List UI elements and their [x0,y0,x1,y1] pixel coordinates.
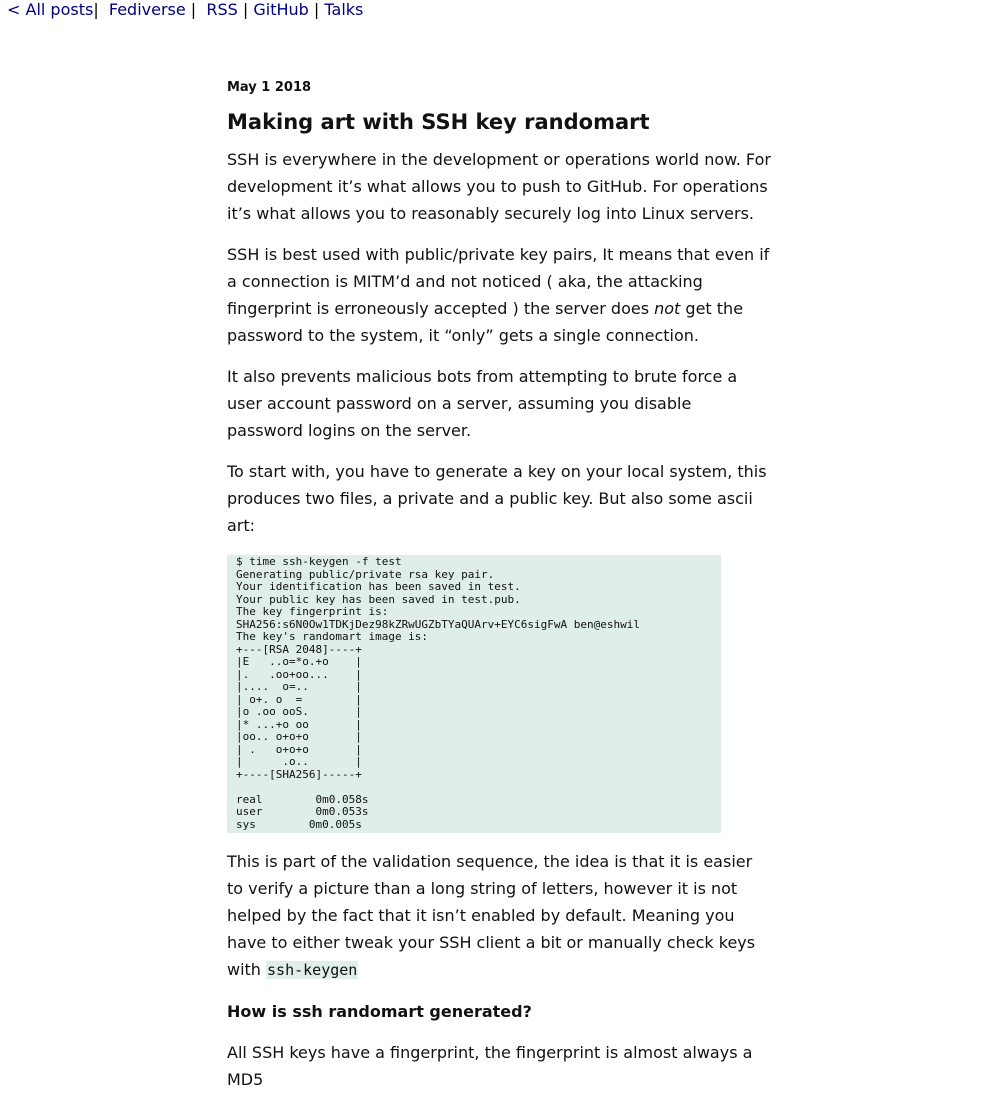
paragraph-intro: SSH is everywhere in the development or operations world now. For development it’s what allows you to push to GitHub. For operations it’s what allows you to reasonably securely log into Linux servers. [227,150,771,223]
post-title: Making art with SSH key randomart [227,110,650,134]
paragraph-validation [227,848,772,984]
github-link[interactable]: GitHub [253,0,309,19]
nav-separator: | [93,0,109,19]
paragraph-text: SSH is best used with public/private key pairs, It means that even if a connection is MITM’d and not noticed ( aka, the attacking fingerprint is erroneously accepted ) the server does [227,245,770,318]
section-heading-generated: How is ssh randomart generated? [227,1002,532,1021]
code-block-ssh-keygen: $ time ssh-keygen -f test Generating public/private rsa key pair. Your identification has been saved in test. Your public key has been saved in test.pub. The key fingerprint is: SHA256:s6N0Ow1TDKjDez98kZRwUGZbTYaQUArv+EYC6sigFwA ben@eshwil The key's randomart image is: +---[RSA 2048]----+ |E ..o=*o.+o | |. .oo+oo... | |.... o=.. | | o+. o = | |o .oo ooS. | |* ...+o oo | |oo.. o+o+o | | . o+o+o | | .o.. | +----[SHA256]-----+ real 0m0.058s user 0m0.053s sys 0m0.005s [227,555,721,833]
paragraph-generate-key: To start with, you have to generate a key on your local system, this produces two files, a private and a public key. But also some ascii art: [227,462,767,535]
paragraph-brute-force: It also prevents malicious bots from attempting to brute force a user account password on a server, assuming you disable password logins on the server. [227,367,738,440]
paragraph-text: This is part of the validation sequence, the idea is that it is easier to verify a picture than a long string of letters, however it is not helped by the fact that it isn’t enabled by default. Meaning you have to either tweak your SSH client a bit or manually check keys with [227,852,756,979]
post-date: May 1 2018 [227,80,312,95]
all-posts-link[interactable]: < All posts [7,0,94,19]
paragraph-key-pairs [227,241,772,349]
inline-code-ssh-keygen: ssh-keygen [267,961,358,979]
talks-link[interactable]: Talks [324,0,364,19]
emphasis-not: not [654,299,681,318]
nav-separator: | [237,0,254,19]
paragraph-fingerprint: All SSH keys have a fingerprint, the fingerprint is almost always a MD5 [227,1043,753,1089]
fediverse-link[interactable]: Fediverse [108,0,186,19]
nav-separator: | [308,0,325,19]
paragraph-text: get the password to the system, it “only” gets a single connection. [227,299,744,345]
rss-link[interactable]: RSS [206,0,238,19]
top-navigation [7,0,363,20]
nav-separator: | [185,0,207,19]
article [227,80,772,1107]
